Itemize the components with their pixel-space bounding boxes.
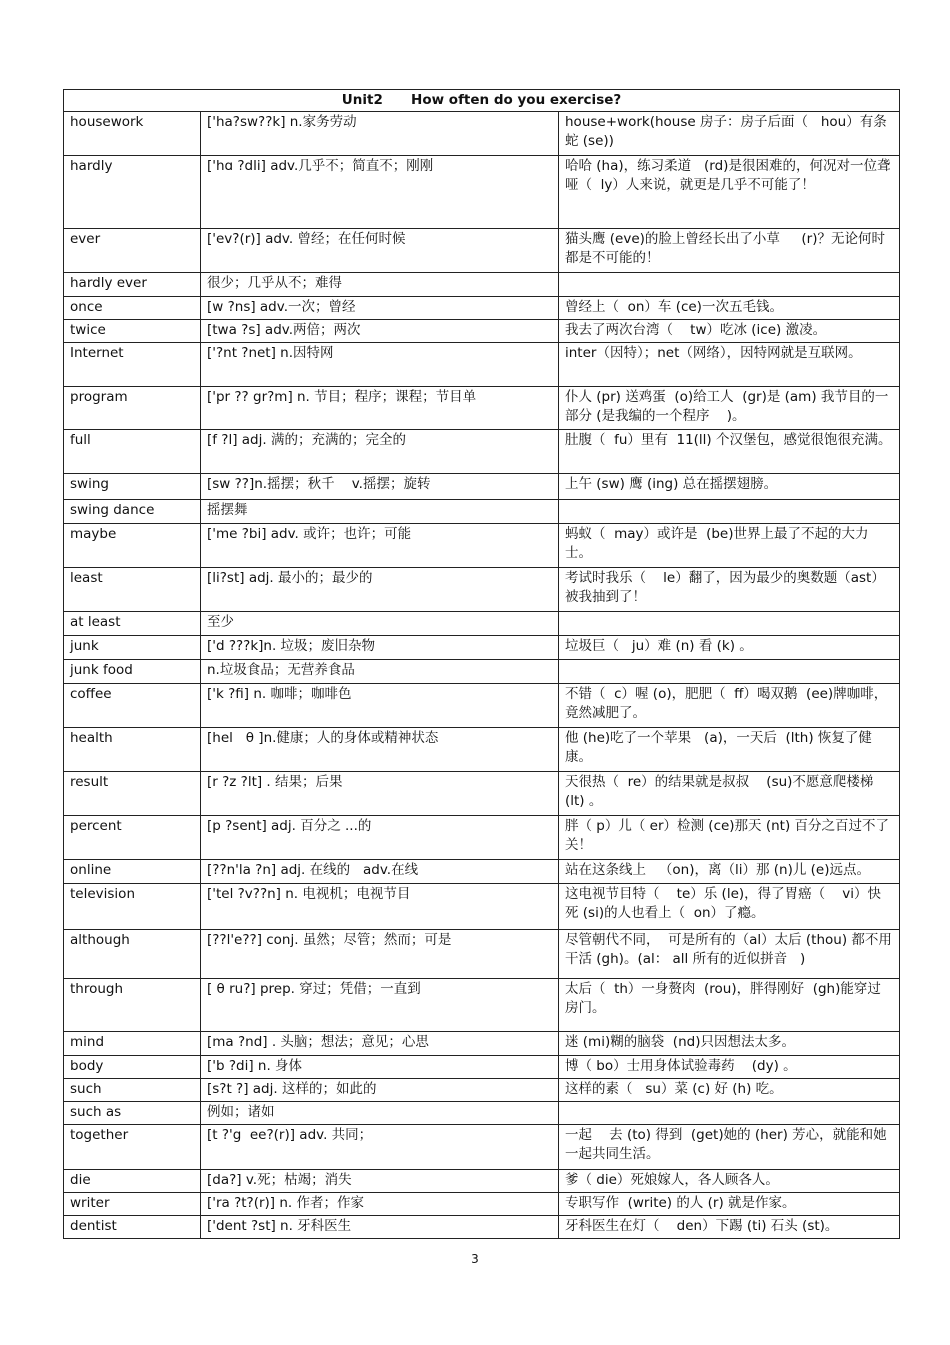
word-cell: such: [64, 1079, 201, 1102]
word-cell: program: [64, 387, 201, 430]
unit-title: Unit2 How often do you exercise?: [64, 90, 900, 112]
word-cell: hardly ever: [64, 273, 201, 297]
phonetic-meaning-cell: [p ?sent] adj. 百分之 ...的: [201, 816, 559, 860]
phonetic-meaning-cell: ['dent ?st] n. 牙科医生: [201, 1216, 559, 1239]
memory-tip-cell: 他 (he)吃了一个苹果 (a)，一天后 (lth) 恢复了健康。: [559, 728, 900, 772]
word-cell: together: [64, 1125, 201, 1170]
memory-tip-cell: [559, 660, 900, 684]
word-cell: housework: [64, 112, 201, 156]
phonetic-meaning-cell: ['?nt ?net] n.因特网: [201, 343, 559, 387]
word-cell: health: [64, 728, 201, 772]
word-cell: hardly: [64, 156, 201, 229]
table-row: [64, 273, 900, 297]
title-row: [64, 90, 900, 112]
word-cell: although: [64, 930, 201, 979]
memory-tip-cell: 牙科医生在灯（ den）下踢 (ti) 石头 (st)。: [559, 1216, 900, 1239]
table-row: [64, 1056, 900, 1079]
memory-tip-cell: 曾经上（ on）车 (ce)一次五毛钱。: [559, 297, 900, 320]
phonetic-meaning-cell: 至少: [201, 612, 559, 636]
memory-tip-cell: 肚腹（ fu）里有 11(ll) 个汉堡包，感觉很饱很充满。: [559, 430, 900, 474]
phonetic-meaning-cell: ['k ?fi] n. 咖啡；咖啡色: [201, 684, 559, 728]
word-cell: writer: [64, 1193, 201, 1216]
phonetic-meaning-cell: [??n'la ?n] adj. 在线的 adv.在线: [201, 860, 559, 884]
table-row: [64, 1032, 900, 1056]
word-cell: swing: [64, 474, 201, 500]
table-row: [64, 636, 900, 660]
table-row: [64, 1079, 900, 1102]
phonetic-meaning-cell: ['pr ?? gr?m] n. 节目；程序；课程；节目单: [201, 387, 559, 430]
memory-tip-cell: 不错（ c）喔 (o)，肥肥（ ff）喝双鹅 (ee)牌咖啡，竟然减肥了。: [559, 684, 900, 728]
word-cell: body: [64, 1056, 201, 1079]
memory-tip-cell: 考试时我乐（ le）翻了，因为最少的奥数题（ast）被我抽到了！: [559, 568, 900, 612]
table-row: [64, 612, 900, 636]
memory-tip-cell: [559, 500, 900, 524]
memory-tip-cell: 这电视节目特（ te）乐 (le)，得了胃癌（ vi）快死 (si)的人也看上（ on）了瘾。: [559, 884, 900, 930]
word-cell: such as: [64, 1102, 201, 1125]
page-number: 3: [471, 1252, 479, 1266]
table-row: [64, 430, 900, 474]
phonetic-meaning-cell: [li?st] adj. 最小的；最少的: [201, 568, 559, 612]
vocab-body: [64, 112, 900, 1239]
memory-tip-cell: 这样的素（ su）菜 (c) 好 (h) 吃。: [559, 1079, 900, 1102]
memory-tip-cell: 太后（ th）一身赘肉 (rou)，胖得刚好 (gh)能穿过房门。: [559, 979, 900, 1032]
memory-tip-cell: 迷 (mi)糊的脑袋 (nd)只因想法太多。: [559, 1032, 900, 1056]
table-row: [64, 229, 900, 273]
word-cell: die: [64, 1170, 201, 1193]
word-cell: percent: [64, 816, 201, 860]
table-row: [64, 343, 900, 387]
table-row: [64, 474, 900, 500]
word-cell: maybe: [64, 524, 201, 568]
table-row: [64, 816, 900, 860]
phonetic-meaning-cell: ['d ???k]n. 垃圾；废旧杂物: [201, 636, 559, 660]
word-cell: ever: [64, 229, 201, 273]
word-cell: full: [64, 430, 201, 474]
memory-tip-cell: inter（因特）；net（网络），因特网就是互联网。: [559, 343, 900, 387]
memory-tip-cell: [559, 273, 900, 297]
table-row: [64, 524, 900, 568]
table-row: [64, 156, 900, 229]
table-row: [64, 500, 900, 524]
phonetic-meaning-cell: [s?t ?] adj. 这样的；如此的: [201, 1079, 559, 1102]
table-row: [64, 979, 900, 1032]
memory-tip-cell: 仆人 (pr) 送鸡蛋 (o)给工人 (gr)是 (am) 我节目的一部分 (是我编的一个程序 )。: [559, 387, 900, 430]
phonetic-meaning-cell: [w ?ns] adv.一次；曾经: [201, 297, 559, 320]
memory-tip-cell: 爹（ die）死娘嫁人，各人顾各人。: [559, 1170, 900, 1193]
memory-tip-cell: [559, 612, 900, 636]
word-cell: dentist: [64, 1216, 201, 1239]
table-row: [64, 1193, 900, 1216]
word-cell: mind: [64, 1032, 201, 1056]
memory-tip-cell: 胖（ p）儿（ er）检测 (ce)那天 (nt) 百分之百过不了关！: [559, 816, 900, 860]
memory-tip-cell: [559, 1102, 900, 1125]
word-cell: result: [64, 772, 201, 816]
table-row: [64, 660, 900, 684]
phonetic-meaning-cell: [sw ??]n.摇摆；秋千 v.摇摆；旋转: [201, 474, 559, 500]
phonetic-meaning-cell: ['ev?(r)] adv. 曾经；在任何时候: [201, 229, 559, 273]
table-row: [64, 1170, 900, 1193]
table-row: [64, 568, 900, 612]
word-cell: through: [64, 979, 201, 1032]
vocab-table: [63, 89, 900, 1239]
table-row: [64, 387, 900, 430]
phonetic-meaning-cell: 例如；诸如: [201, 1102, 559, 1125]
word-cell: junk food: [64, 660, 201, 684]
memory-tip-cell: 尽管朝代不同， 可是所有的（al）太后 (thou) 都不用干活 (gh)。(al： all 所有的近似拼音 ): [559, 930, 900, 979]
word-cell: at least: [64, 612, 201, 636]
word-cell: swing dance: [64, 500, 201, 524]
phonetic-meaning-cell: ['hɑ ?dli] adv.几乎不；简直不；刚刚: [201, 156, 559, 229]
phonetic-meaning-cell: [ma ?nd] . 头脑；想法；意见；心思: [201, 1032, 559, 1056]
phonetic-meaning-cell: ['ha?sw??k] n.家务劳动: [201, 112, 559, 156]
phonetic-meaning-cell: [twa ?s] adv.两倍；两次: [201, 320, 559, 343]
word-cell: television: [64, 884, 201, 930]
phonetic-meaning-cell: [ θ ru?] prep. 穿过；凭借；一直到: [201, 979, 559, 1032]
memory-tip-cell: 哈哈 (ha)，练习柔道 (rd)是很困难的，何况对一位聋哑（ ly）人来说，就更是几乎不可能了！: [559, 156, 900, 229]
phonetic-meaning-cell: ['b ?di] n. 身体: [201, 1056, 559, 1079]
word-cell: least: [64, 568, 201, 612]
word-cell: twice: [64, 320, 201, 343]
word-cell: Internet: [64, 343, 201, 387]
phonetic-meaning-cell: [f ?l] adj. 满的；充满的；完全的: [201, 430, 559, 474]
word-cell: coffee: [64, 684, 201, 728]
phonetic-meaning-cell: [r ?z ?lt] . 结果；后果: [201, 772, 559, 816]
table-row: [64, 320, 900, 343]
phonetic-meaning-cell: ['tel ?v??n] n. 电视机；电视节目: [201, 884, 559, 930]
memory-tip-cell: 博（ bo）士用身体试验毒药 (dy) 。: [559, 1056, 900, 1079]
table-row: [64, 297, 900, 320]
table-row: [64, 728, 900, 772]
word-cell: online: [64, 860, 201, 884]
table-row: [64, 1216, 900, 1239]
memory-tip-cell: 专职写作 (write) 的人 (r) 就是作家。: [559, 1193, 900, 1216]
phonetic-meaning-cell: [t ?'g ee?(r)] adv. 共同；: [201, 1125, 559, 1170]
table-row: [64, 884, 900, 930]
memory-tip-cell: 一起 去 (to) 得到 (get)她的 (her) 芳心，就能和她一起共同生活。: [559, 1125, 900, 1170]
memory-tip-cell: 猫头鹰 (eve)的脸上曾经长出了小草 (r)？无论何时都是不可能的！: [559, 229, 900, 273]
table-row: [64, 930, 900, 979]
phonetic-meaning-cell: [da?] v.死；枯竭；消失: [201, 1170, 559, 1193]
table-row: [64, 1125, 900, 1170]
phonetic-meaning-cell: 摇摆舞: [201, 500, 559, 524]
phonetic-meaning-cell: ['ra ?t?(r)] n. 作者；作家: [201, 1193, 559, 1216]
phonetic-meaning-cell: [hel θ ]n.健康；人的身体或精神状态: [201, 728, 559, 772]
memory-tip-cell: house+work(house 房子：房子后面（ hou）有条蛇 (se)): [559, 112, 900, 156]
word-cell: junk: [64, 636, 201, 660]
table-row: [64, 1102, 900, 1125]
memory-tip-cell: 垃圾巨（ ju）难 (n) 看 (k) 。: [559, 636, 900, 660]
table-row: [64, 684, 900, 728]
memory-tip-cell: 蚂蚁（ may）或许是 (be)世界上最了不起的大力士。: [559, 524, 900, 568]
phonetic-meaning-cell: ['me ?bi] adv. 或许；也许；可能: [201, 524, 559, 568]
table-row: [64, 112, 900, 156]
table-row: [64, 860, 900, 884]
phonetic-meaning-cell: 很少；几乎从不；难得: [201, 273, 559, 297]
word-cell: once: [64, 297, 201, 320]
memory-tip-cell: 站在这条线上 （on)，离（li）那 (n)儿 (e)远点。: [559, 860, 900, 884]
memory-tip-cell: 天很热（ re）的结果就是叔叔 (su)不愿意爬楼梯 (lt) 。: [559, 772, 900, 816]
table-row: [64, 772, 900, 816]
memory-tip-cell: 上午 (sw) 鹰 (ing) 总在摇摆翅膀。: [559, 474, 900, 500]
memory-tip-cell: 我去了两次台湾（ tw）吃冰 (ice) 激凌。: [559, 320, 900, 343]
phonetic-meaning-cell: n.垃圾食品；无营养食品: [201, 660, 559, 684]
phonetic-meaning-cell: [??l'e??] conj. 虽然；尽管；然而；可是: [201, 930, 559, 979]
